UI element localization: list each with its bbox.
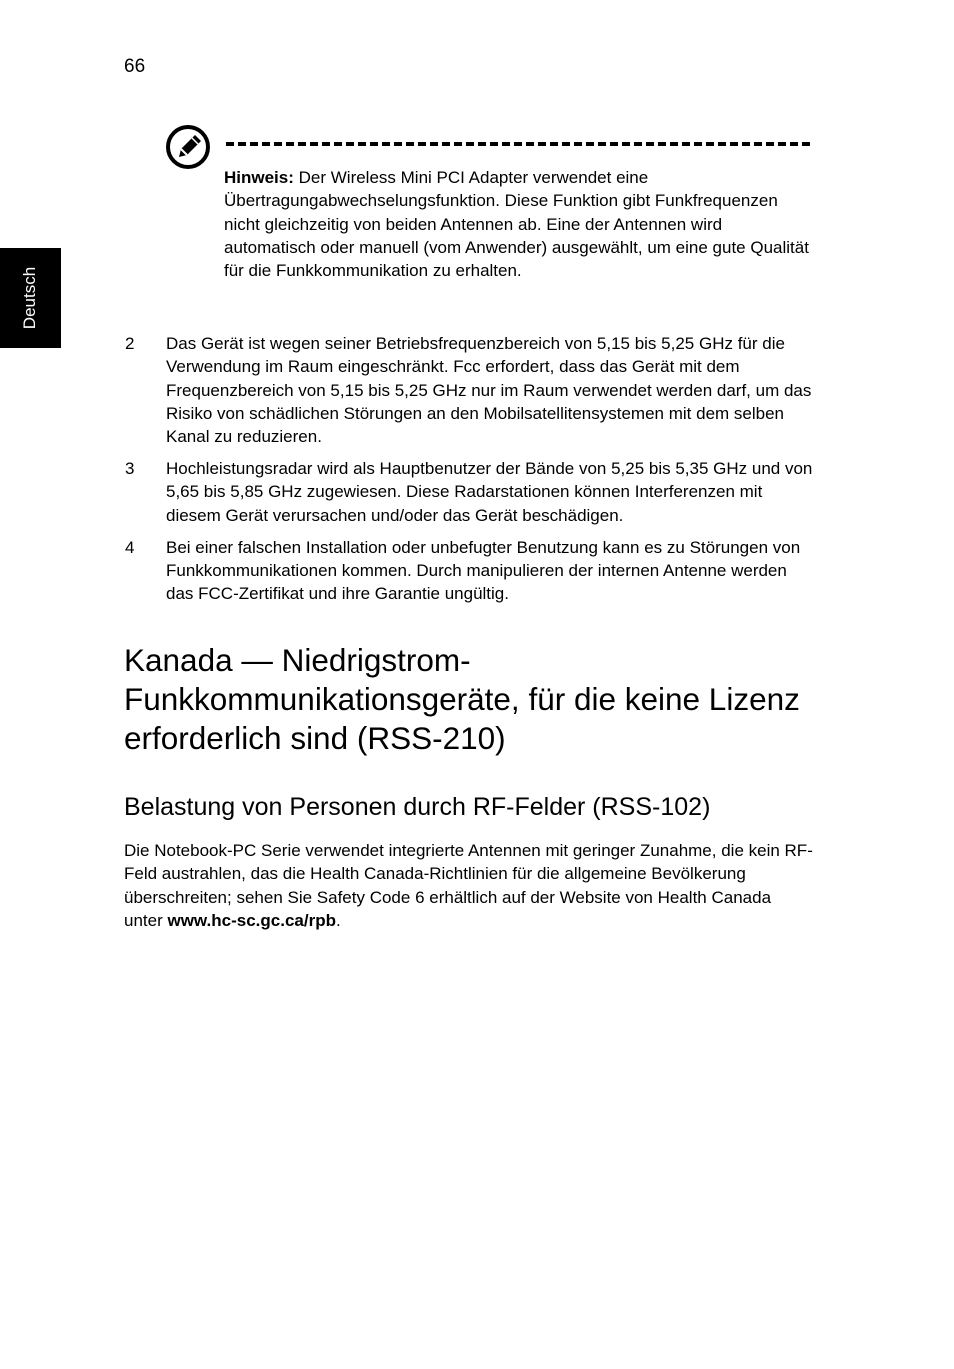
page-number: 66 xyxy=(124,56,146,77)
list-number: 3 xyxy=(125,459,135,479)
note-pencil-icon xyxy=(165,124,211,170)
note-text xyxy=(224,166,814,282)
list-number: 4 xyxy=(125,537,135,557)
language-tab xyxy=(0,248,61,348)
note-body: Der Wireless Mini PCI Adapter verwendet eine Übertragungabwechselungsfunktion. Diese Funktion gibt Funkfrequenzen nicht gleichzeitig von beiden Antennen ab. Eine der Antennen wird automatisch oder manuell (vom Anwender) ausgewählt, um eine gute Qualität für die Funkkommunikation zu erhalten. xyxy=(224,168,809,281)
list-item xyxy=(124,332,814,448)
section-heading: Kanada — Niedrigstrom-Funkkommunikationsgeräte, für die keine Lizenz erforderlich sind (RSS-210) xyxy=(124,642,800,756)
note-divider xyxy=(226,142,810,146)
list-text: Bei einer falschen Installation oder unbefugter Benutzung kann es zu Störungen von Funkkommunikationen kommen. Durch manipulieren der internen Antenne werden das FCC-Zertifikat und ihre Garantie ungültig. xyxy=(166,537,801,604)
list-text: Hochleistungsradar wird als Hauptbenutzer der Bände von 5,25 bis 5,35 GHz und von 5,65 bis 5,85 GHz zugewiesen. Diese Radarstationen können Interferenzen mit diesem Gerät verursachen und/oder das Gerät beschädigen. xyxy=(166,459,813,525)
list-number: 2 xyxy=(125,334,135,353)
website-link[interactable]: www.hc-sc.gc.ca/rpb xyxy=(167,910,336,930)
numbered-list xyxy=(124,332,814,614)
note-label: Hinweis: xyxy=(224,168,294,187)
list-text: Das Gerät ist wegen seiner Betriebsfrequenzbereich von 5,15 bis 5,25 GHz für die Verwendung im Raum eingeschränkt. Fcc erfordert, dass das Gerät mit dem Frequenzbereich von 5,15 bis 5,25 GHz nur im Raum verwendet werden darf, um das Risiko von schädlichen Störungen an den Mobilsatellitensystemen mit dem selben Kanal zu reduzieren. xyxy=(166,334,812,447)
list-item xyxy=(124,536,814,606)
body-paragraph xyxy=(124,839,814,932)
list-item xyxy=(124,457,814,527)
body-end: . xyxy=(335,910,341,930)
language-tab-label: Deutsch xyxy=(20,266,39,330)
body-text: Die Notebook-PC Serie verwendet integrierte Antennen mit geringer Zunahme, die kein RF-Feld austrahlen, das die Health Canada-Richtlinien für die allgemeine Bevölkerung überschreiten; sehen Sie Safety Code 6 erhältlich auf der Website von Health Canada unter xyxy=(124,841,813,930)
subsection-heading: Belastung von Personen durch RF-Felder (RSS-102) xyxy=(124,793,711,821)
